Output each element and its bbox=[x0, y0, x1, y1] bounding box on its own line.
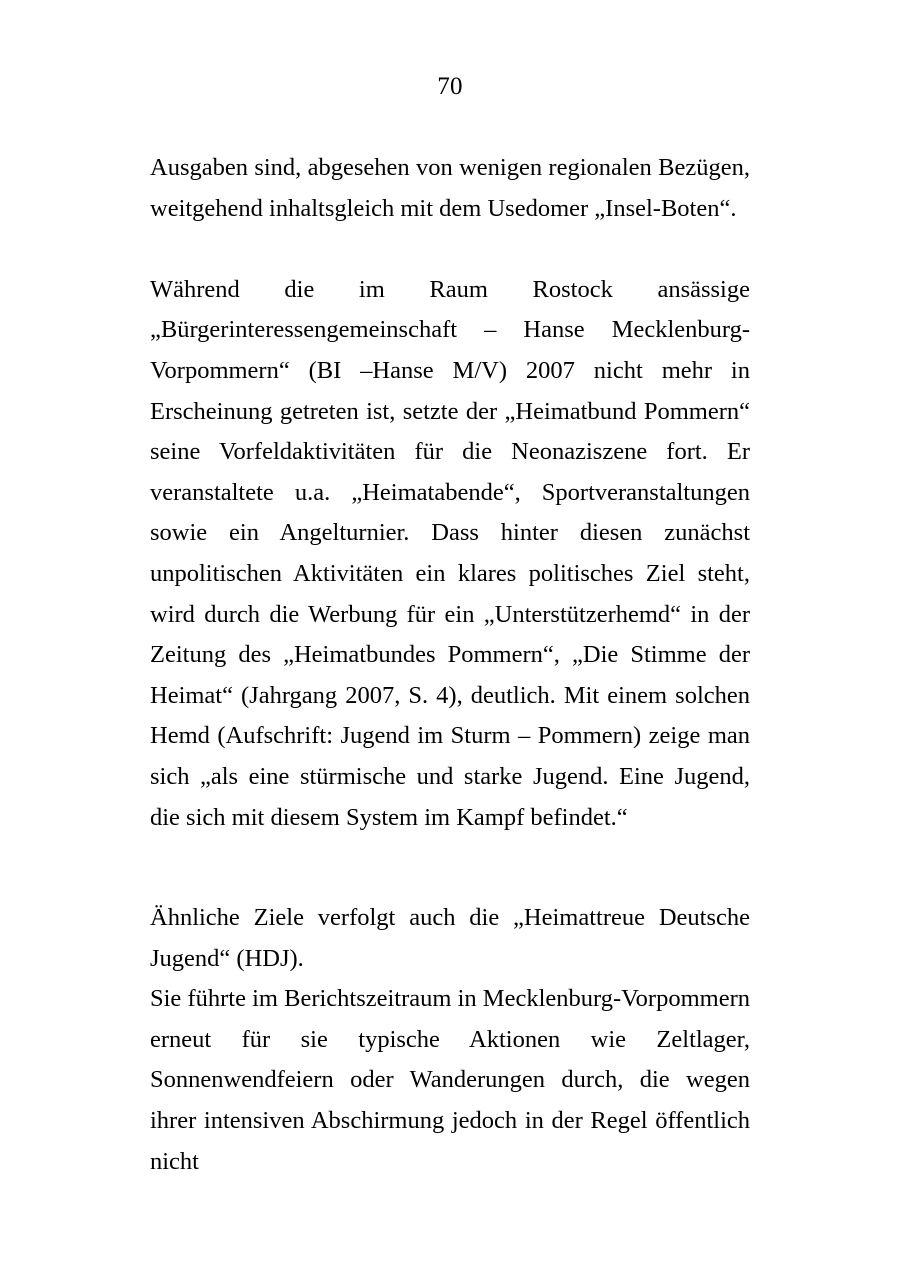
paragraph-spacer-2 bbox=[150, 838, 750, 898]
paragraph-2: Während die im Raum Rostock ansässige „Bürgerinteressengemeinschaft – Hanse Mecklenburg-Vorpommern“ (BI –Hanse M/V) 2007 nicht mehr in Erscheinung getreten ist, setzte der „Heimatbund Pommern“ seine Vorfeldaktivitäten für die Neonaziszene fort. Er veranstaltete u.a. „Heimatabende“, Sportveranstaltungen sowie ein Angelturnier. Dass hinter diesen zunächst unpolitischen Aktivitäten ein klares politisches Ziel steht, wird durch die Werbung für ein „Unterstützerhemd“ in der Zeitung des „Heimatbundes Pommern“, „Die Stimme der Heimat“ (Jahrgang 2007, S. 4), deutlich. Mit einem solchen Hemd (Aufschrift: Jugend im Sturm – Pommern) zeige man sich „als eine stürmische und starke Jugend. Eine Jugend, die sich mit diesem System im Kampf befindet.“ bbox=[150, 275, 750, 831]
body-text-column bbox=[150, 148, 750, 1223]
page-number: 70 bbox=[437, 73, 463, 100]
paragraph-1: Ausgaben sind, abgesehen von wenigen regionalen Bezügen, weitgehend inhaltsgleich mit dem Usedomer „Insel-Boten“. bbox=[150, 154, 750, 222]
paragraph-4: Sie führte im Berichtszeitraum in Mecklenburg-Vorpommern erneut für sie typische Aktionen wie Zeltlager, Sonnenwendfeiern oder Wanderungen durch, die wegen ihrer intensiven Abschirmung jedoch in der Regel öffentlich nicht bbox=[150, 985, 750, 1175]
paragraph-spacer-1 bbox=[150, 229, 750, 270]
paragraph-3: Ähnliche Ziele verfolgt auch die „Heimattreue Deutsche Jugend“ (HDJ). bbox=[150, 904, 750, 972]
